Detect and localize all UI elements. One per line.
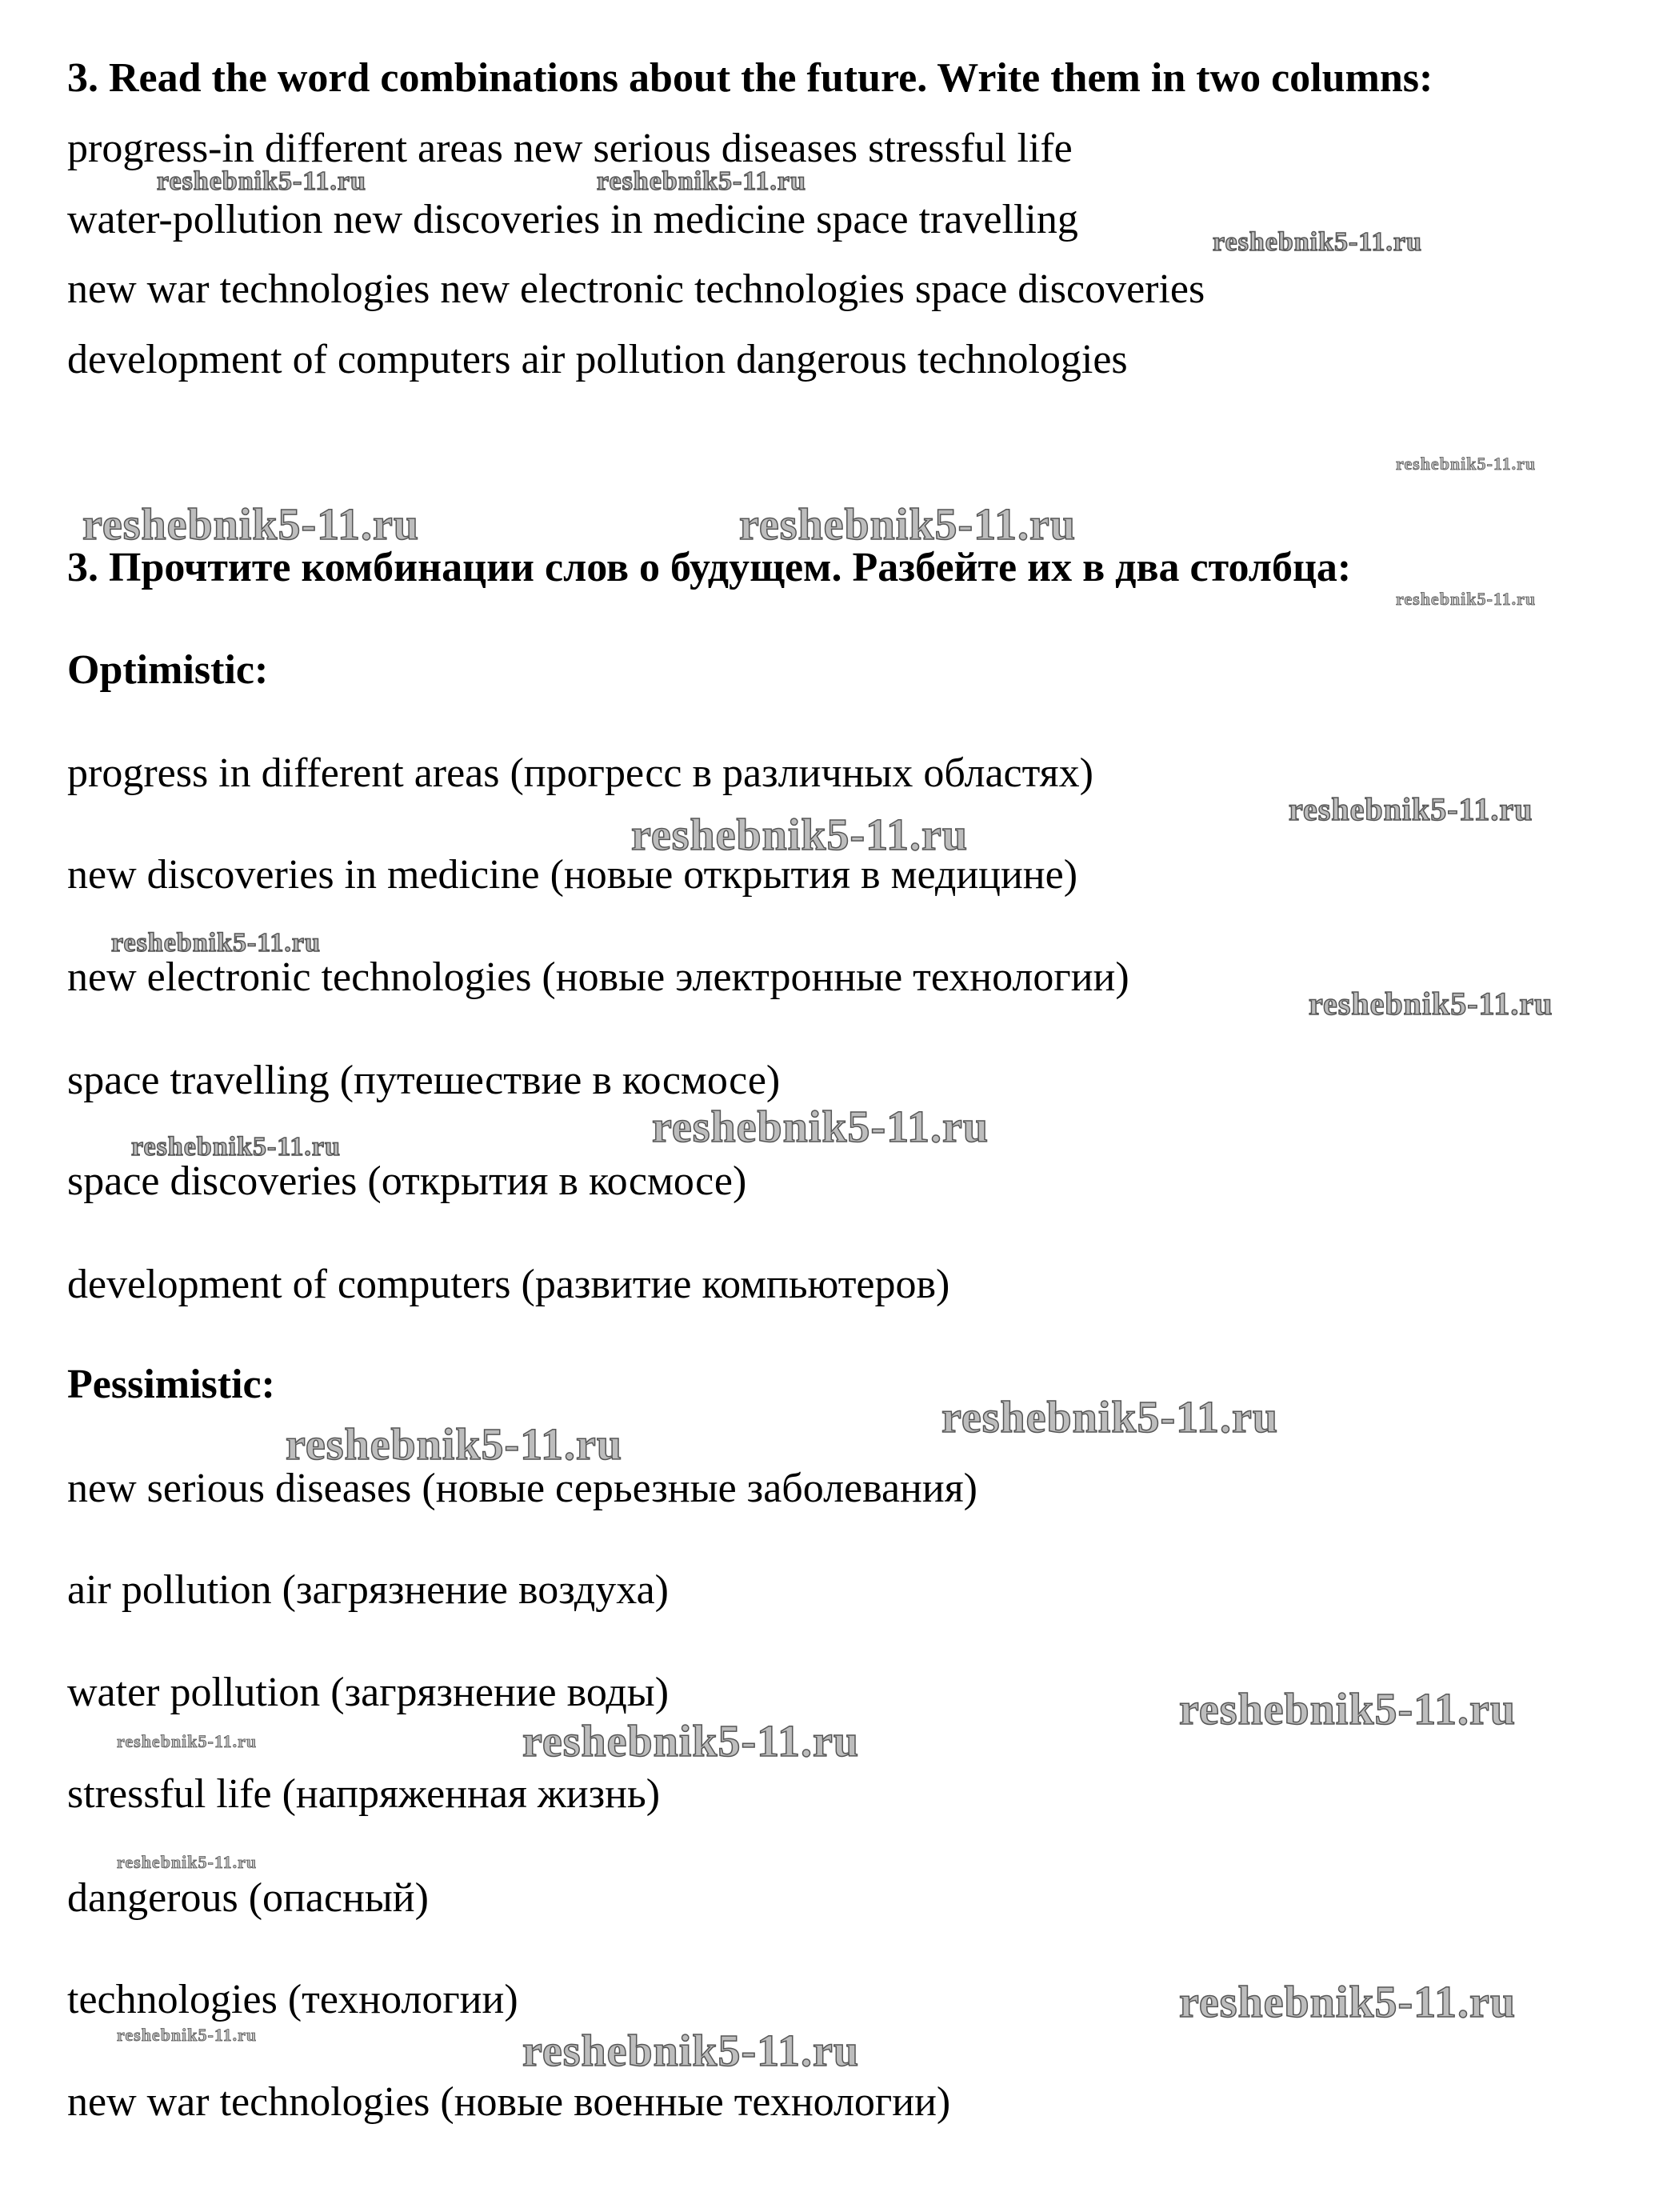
watermark: reshebnik5-11.ru	[652, 1102, 989, 1152]
watermark: reshebnik5-11.ru	[111, 928, 321, 958]
word-line: development of computers air pollution dangerous technologies	[67, 337, 1128, 382]
watermark: reshebnik5-11.ru	[941, 1393, 1279, 1442]
pessimistic-item: stressful life (напряженная жизнь)	[67, 1771, 661, 1817]
watermark: reshebnik5-11.ru	[157, 166, 366, 196]
watermark: reshebnik5-11.ru	[522, 2026, 860, 2076]
word-line: progress-in different areas new serious diseases stressful life	[67, 126, 1073, 171]
watermark: reshebnik5-11.ru	[1179, 1978, 1517, 2027]
watermark: reshebnik5-11.ru	[1396, 454, 1537, 474]
watermark: reshebnik5-11.ru	[1179, 1685, 1517, 1734]
optimistic-item: progress in different areas (прогресс в различных областях)	[67, 750, 1093, 796]
watermark: reshebnik5-11.ru	[82, 500, 420, 550]
optimistic-item: space discoveries (открытия в космосе)	[67, 1158, 747, 1204]
watermark: reshebnik5-11.ru	[1289, 791, 1533, 827]
pessimistic-item: technologies (технологии)	[67, 1977, 518, 2022]
watermark: reshebnik5-11.ru	[1213, 227, 1422, 257]
pessimistic-item: dangerous (опасный)	[67, 1875, 429, 1921]
watermark: reshebnik5-11.ru	[117, 2025, 258, 2045]
pessimistic-item: new serious diseases (новые серьезные заболевания)	[67, 1466, 977, 1511]
optimistic-label: Optimistic:	[67, 647, 269, 693]
watermark: reshebnik5-11.ru	[131, 1132, 341, 1162]
word-line: water-pollution new discoveries in medicine space travelling	[67, 197, 1078, 242]
watermark: reshebnik5-11.ru	[117, 1852, 258, 1872]
watermark: reshebnik5-11.ru	[597, 166, 806, 196]
watermark: reshebnik5-11.ru	[1309, 986, 1553, 1022]
exercise-heading-ru: 3. Прочтите комбинации слов о будущем. Разбейте их в два столбца:	[67, 545, 1352, 590]
watermark: reshebnik5-11.ru	[286, 1420, 623, 1470]
optimistic-item: new discoveries in medicine (новые открытия в медицине)	[67, 852, 1078, 898]
optimistic-item: new electronic technologies (новые электронные технологии)	[67, 954, 1129, 1000]
watermark: reshebnik5-11.ru	[631, 810, 969, 860]
watermark: reshebnik5-11.ru	[522, 1717, 860, 1766]
pessimistic-item: water pollution (загрязнение воды)	[67, 1670, 670, 1715]
word-line: new war technologies new electronic technologies space discoveries	[67, 266, 1205, 312]
optimistic-item: space travelling (путешествие в космосе)	[67, 1058, 781, 1103]
optimistic-item: development of computers (развитие компьютеров)	[67, 1262, 950, 1307]
watermark: reshebnik5-11.ru	[739, 500, 1077, 550]
pessimistic-item: air pollution (загрязнение воздуха)	[67, 1567, 669, 1613]
pessimistic-item: new war technologies (новые военные технологии)	[67, 2079, 951, 2125]
watermark: reshebnik5-11.ru	[1396, 589, 1537, 609]
pessimistic-label: Pessimistic:	[67, 1362, 275, 1407]
exercise-heading-en: 3. Read the word combinations about the future. Write them in two columns:	[67, 55, 1433, 101]
watermark: reshebnik5-11.ru	[117, 1731, 258, 1751]
